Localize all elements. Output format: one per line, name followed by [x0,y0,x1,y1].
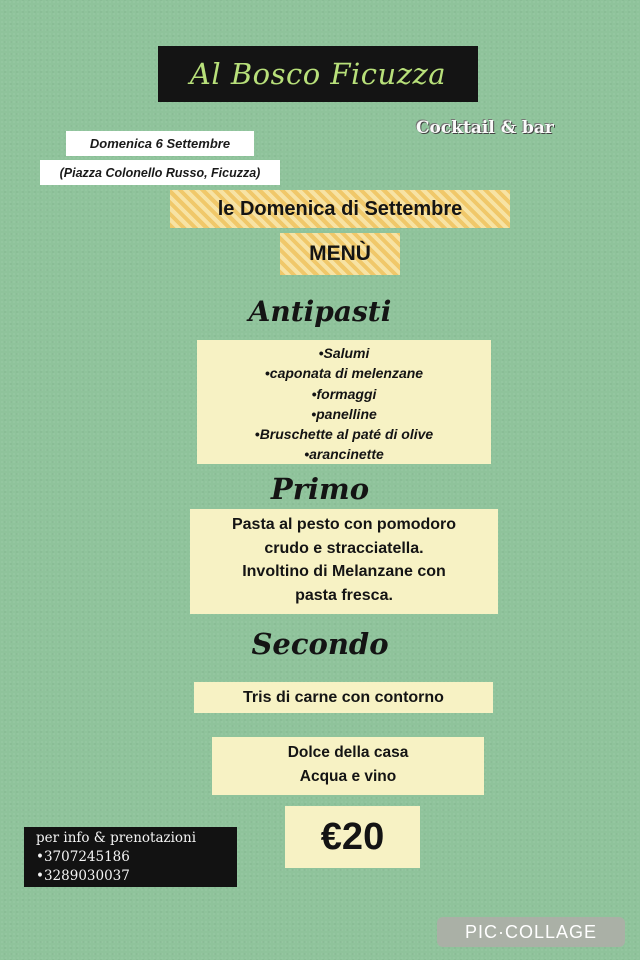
antipasti-list [197,340,491,464]
primo-heading: Primo [270,472,370,506]
extra-line: Dolce della casa [287,744,409,761]
primo-line: Involtino di Melanzane con [242,563,446,580]
list-item: •formaggi [311,385,377,402]
restaurant-title: Al Bosco Ficuzza [189,57,447,91]
event-date: Domenica 6 Settembre [66,131,254,156]
primo-line: pasta fresca. [295,586,393,604]
pic-collage-watermark: PIC·COLLAGE [437,917,625,947]
secondo-item: Tris di carne con contorno [194,682,493,713]
list-item: •Bruschette al paté di olive [254,426,434,443]
dessert-drinks-box [212,737,484,795]
phone-number: •3707245186 [36,849,130,865]
price-tag: €20 [285,806,420,868]
list-item: •Salumi [318,345,370,361]
primo-line: Pasta al pesto con pomodoro [231,516,457,533]
menu-label: MENÙ [280,233,400,275]
september-sundays-banner: le Domenica di Settembre [170,190,510,228]
subtitle-cocktail-bar: Cocktail & bar [416,118,554,138]
list-item: •arancinette [304,446,384,463]
contact-label: per info & prenotazioni [36,830,197,846]
title-banner [158,46,478,102]
list-item: •caponata di melenzane [264,365,424,382]
list-item: •panelline [311,405,377,422]
extra-line: Acqua e vino [299,768,397,785]
antipasti-heading: Antipasti [248,295,392,328]
contact-info-box [24,827,237,887]
primo-line: crudo e stracciatella. [264,539,424,557]
primo-description [190,509,498,614]
secondo-heading: Secondo [251,627,389,661]
phone-number: •3289030037 [36,868,130,884]
event-location: (Piazza Colonello Russo, Ficuzza) [40,160,280,185]
